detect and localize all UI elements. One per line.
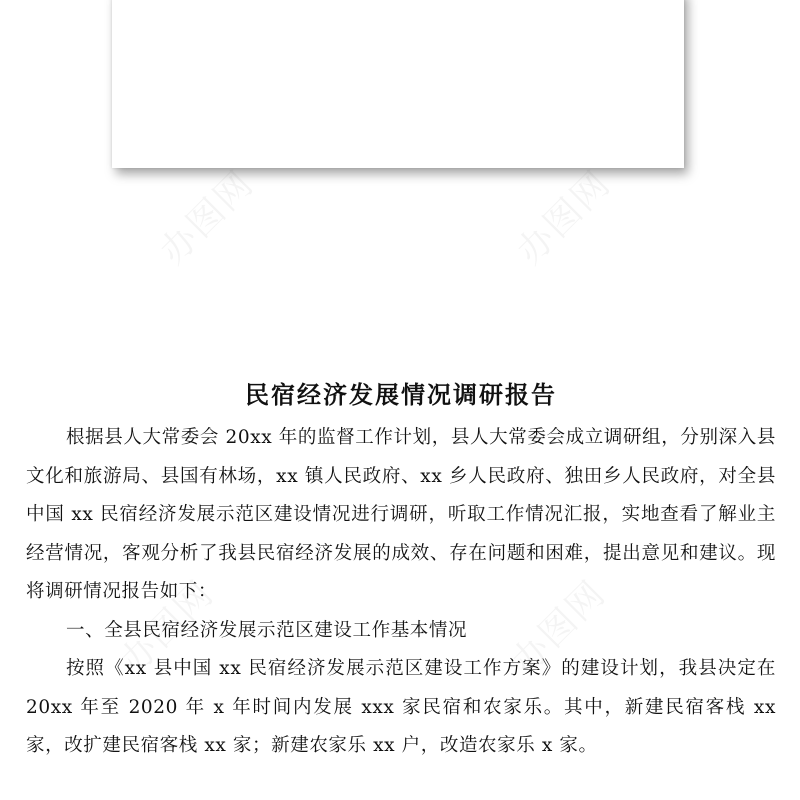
- watermark: [147, 157, 264, 274]
- page-preview-card: [112, 0, 684, 168]
- paragraph-plan: 按照《xx 县中国 xx 民宿经济发展示范区建设工作方案》的建设计划，我县决定在 20xx 年至 2020 年 x 年时间内发展 xxx 家民宿和农家乐。其中，新建民宿客栈 xx 家，改扩建民宿客栈 xx 家；新建农家乐 xx 户，改造农家乐 x 家。: [26, 658, 776, 756]
- document-body: [26, 375, 776, 766]
- section-heading: 一、全县民宿经济发展示范区建设工作基本情况: [66, 619, 468, 641]
- watermark: [504, 157, 621, 274]
- document-title: 民宿经济发展情况调研报告: [245, 380, 557, 409]
- paragraph-intro: 根据县人大常委会 20xx 年的监督工作计划，县人大常委会成立调研组，分别深入县文化和旅游局、县国有林场，xx 镇人民政府、xx 乡人民政府、独田乡人民政府，对全县中国 xx 民宿经济发展示范区建设情况进行调研，听取工作情况汇报，实地查看了解业主经营情况，客观分析了我县民宿经济发展的成效、存在问题和困难，提出意见和建议。现将调研情况报告如下：: [26, 427, 776, 602]
